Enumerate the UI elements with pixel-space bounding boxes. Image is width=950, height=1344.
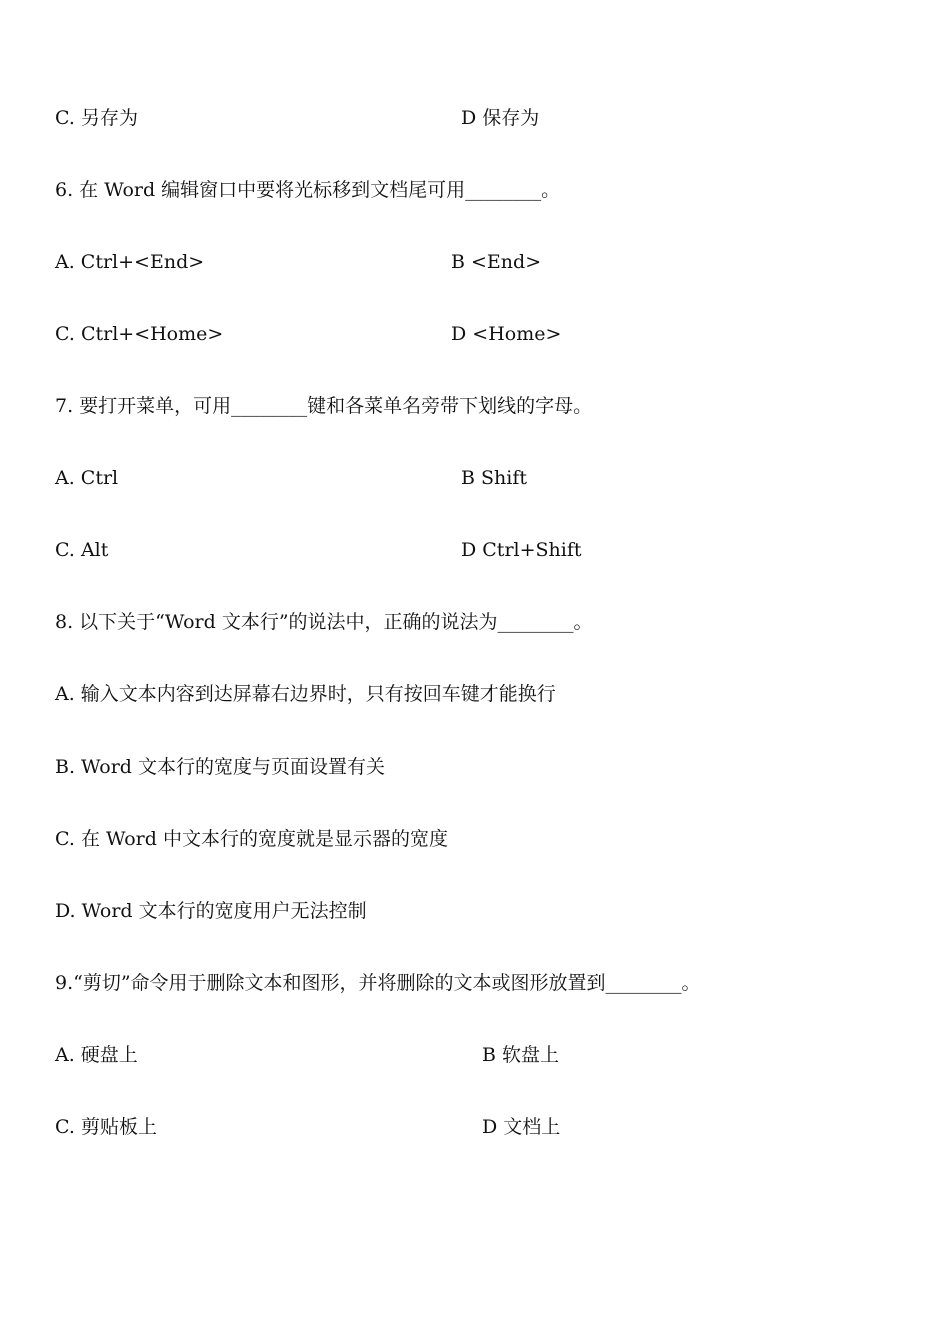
- question-6: 6. 在 Word 编辑窗口中要将光标移到文档尾可用________。: [55, 179, 561, 201]
- option-d-q7: D Ctrl+Shift: [461, 539, 582, 561]
- option-a-q6: A. Ctrl+<End>: [55, 251, 205, 273]
- option-c-q8: C. 在 Word 中文本行的宽度就是显示器的宽度: [55, 828, 448, 850]
- question-8: 8. 以下关于“Word 文本行”的说法中，正确的说法为________。: [55, 611, 593, 633]
- option-b-q6: B <End>: [451, 251, 542, 273]
- question-7: 7. 要打开菜单，可用________键和各菜单名旁带下划线的字母。: [55, 395, 593, 417]
- option-d-q6: D <Home>: [451, 323, 562, 345]
- question-9: 9.“剪切”命令用于删除文本和图形，并将删除的文本或图形放置到________。: [55, 972, 701, 994]
- option-d-q9: D 文档上: [482, 1116, 561, 1138]
- option-a-q8: A. 输入文本内容到达屏幕右边界时，只有按回车键才能换行: [55, 683, 556, 705]
- option-a-q7: A. Ctrl: [55, 467, 119, 489]
- option-c-q9: C. 剪贴板上: [55, 1116, 157, 1138]
- option-b-q9: B 软盘上: [482, 1044, 560, 1066]
- option-c-q7: C. Alt: [55, 539, 109, 561]
- option-d-q5: D 保存为: [461, 107, 540, 129]
- option-b-q7: B Shift: [461, 467, 527, 489]
- option-a-q9: A. 硬盘上: [55, 1044, 138, 1066]
- option-b-q8: B. Word 文本行的宽度与页面设置有关: [55, 756, 386, 778]
- option-c-q6: C. Ctrl+<Home>: [55, 323, 224, 345]
- option-d-q8: D. Word 文本行的宽度用户无法控制: [55, 900, 367, 922]
- option-c-q5: C. 另存为: [55, 107, 138, 129]
